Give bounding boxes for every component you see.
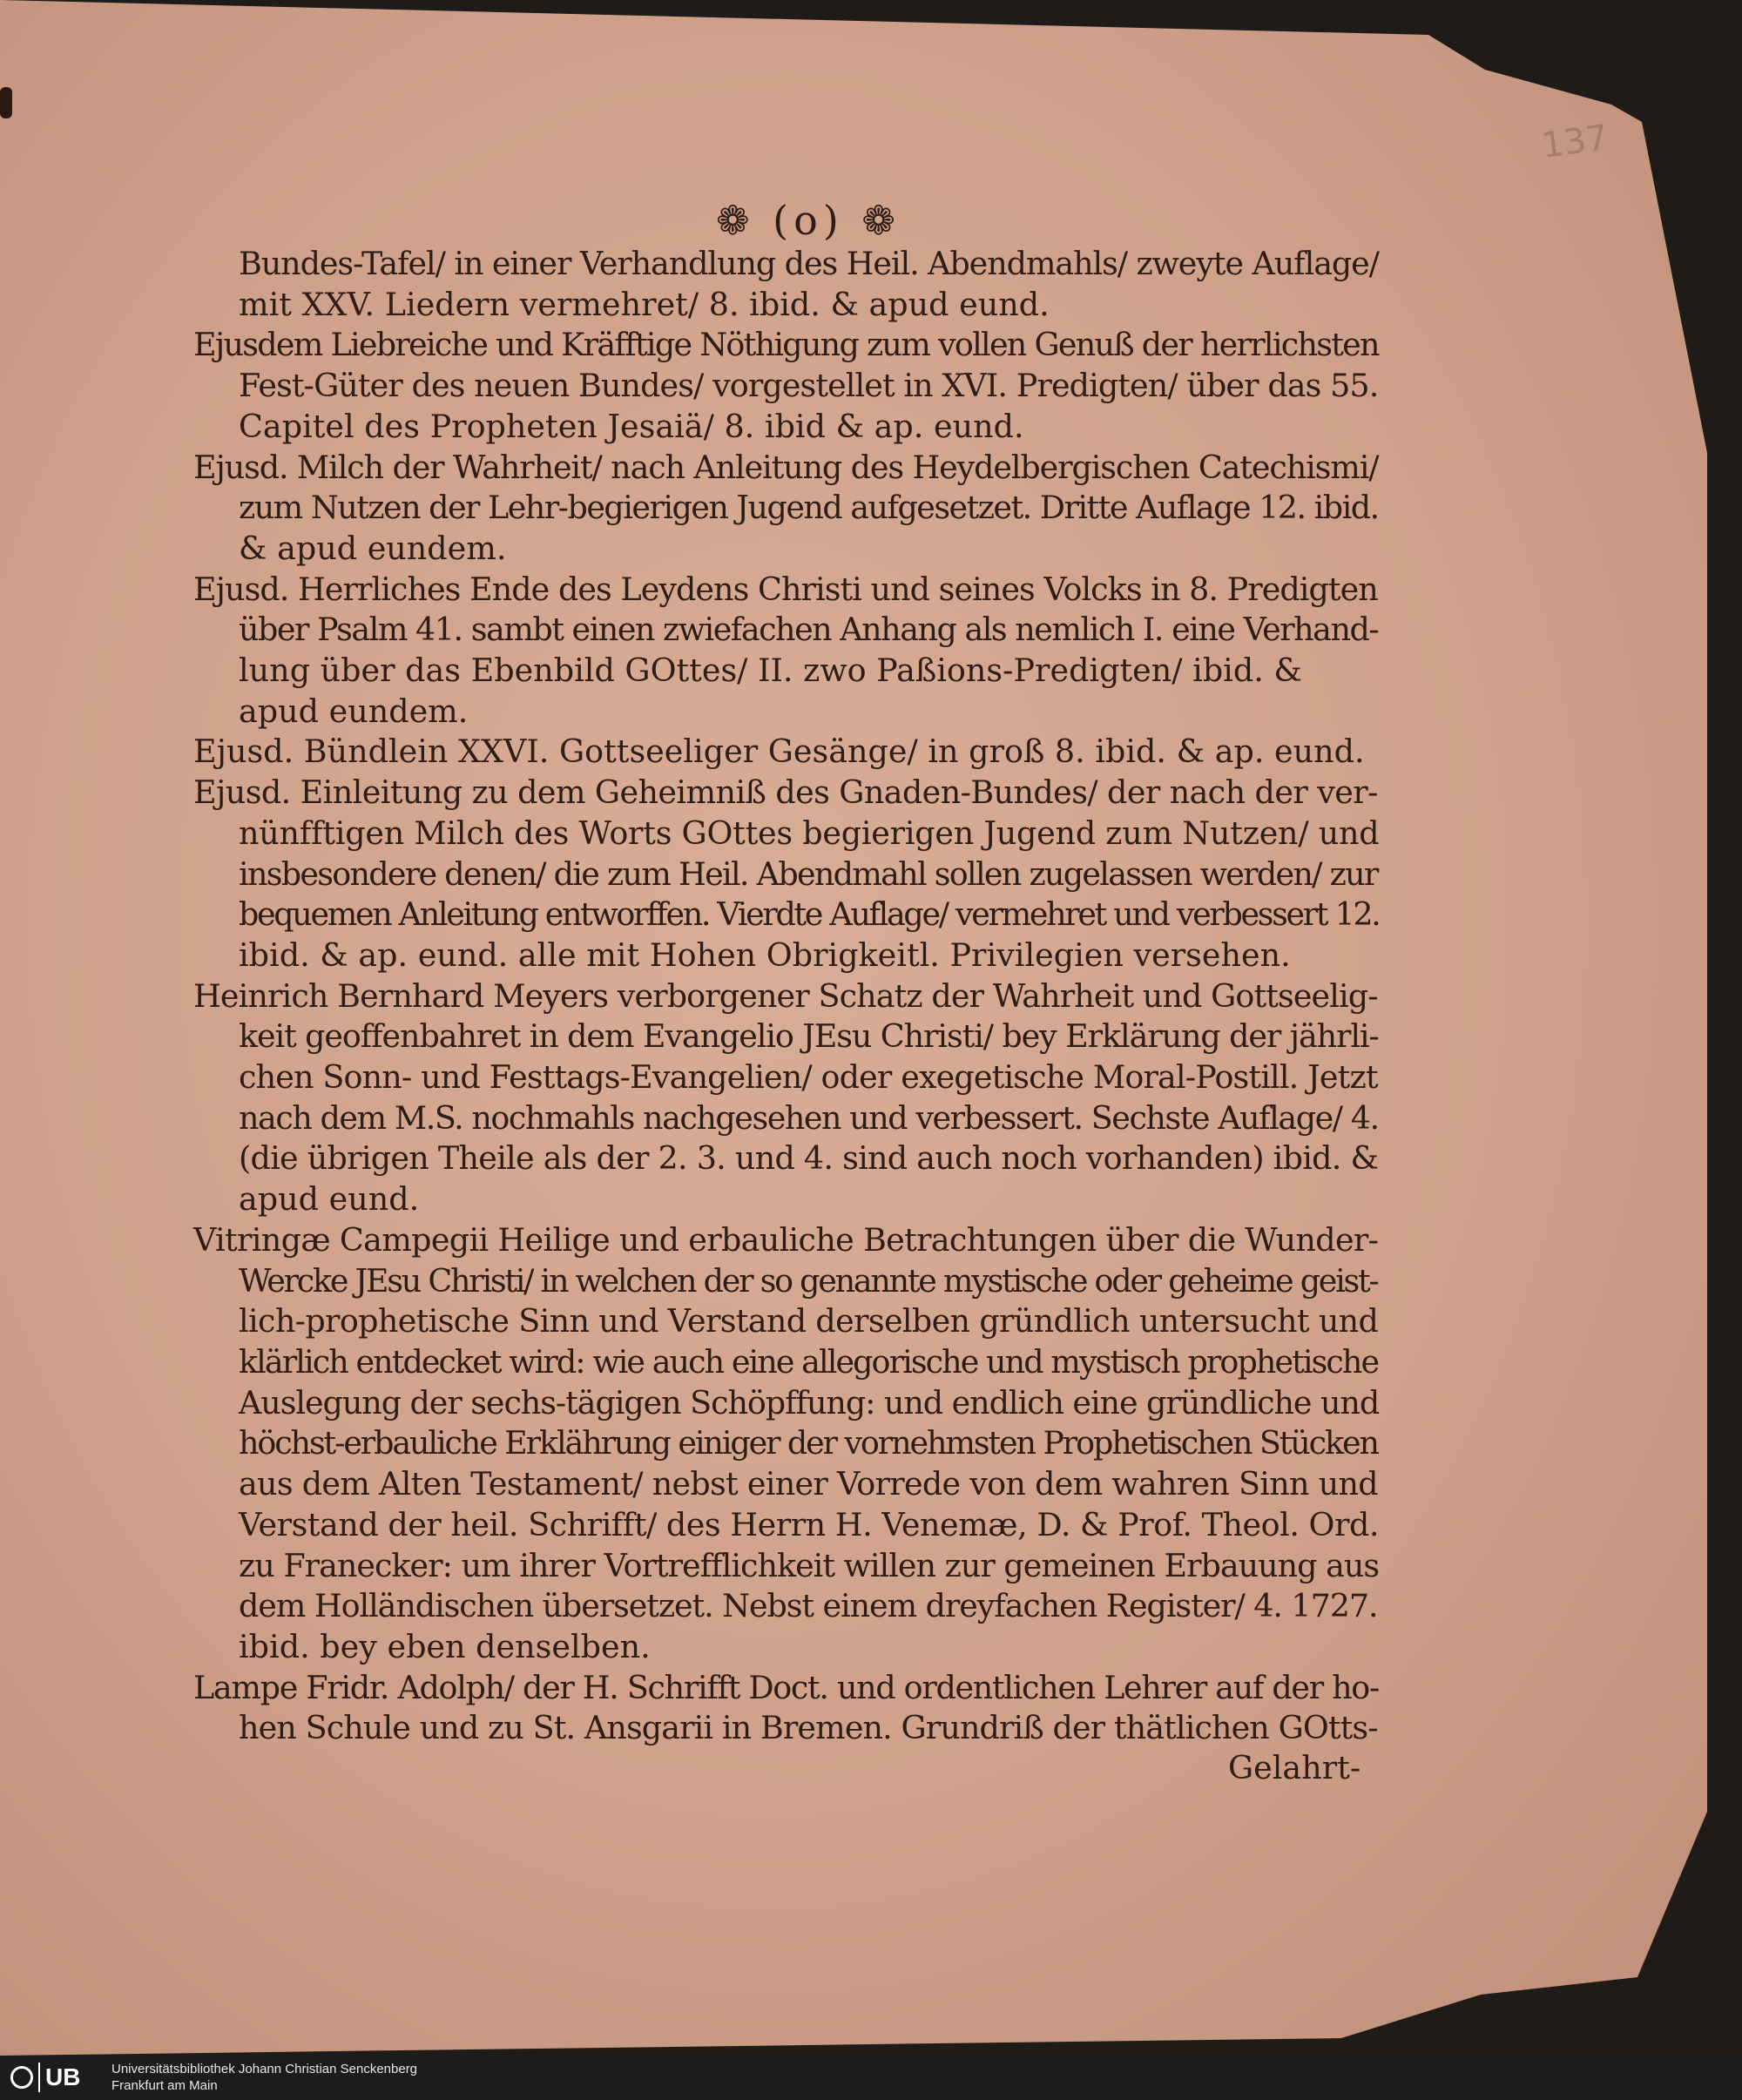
- entry-line: Ejusd. Milch der Wahrheit/ nach Anleitung des Heydelbergischen Catechismi/: [193, 448, 1379, 486]
- entry-line: über Psalm 41. sambt einen zwiefachen Anhang als nemlich I. eine Verhand-: [239, 611, 1379, 649]
- entry-line: klärlich entdecket wird: wie auch eine allegorische und mystisch prophetische: [239, 1342, 1379, 1381]
- book-entry: [193, 570, 1378, 733]
- entry-line: Capitel des Propheten Jesaiä/ 8. ibid & ap. eund.: [239, 407, 1024, 445]
- book-list: [193, 244, 1378, 1749]
- entry-line: apud eund.: [239, 1180, 420, 1219]
- library-city: Frankfurt am Main: [111, 2078, 218, 2093]
- entry-line: Ejusd. Herrliches Ende des Leydens Christi und seines Volcks in 8. Predigten: [193, 570, 1378, 608]
- entry-line: Ejusdem Liebreiche und Kräfftige Nöthigung zum vollen Genuß der herrlichsten: [193, 326, 1379, 364]
- entry-line: Bundes-Tafel/ in einer Verhandlung des Heil. Abendmahls/ zweyte Auflage/: [239, 245, 1379, 282]
- entry-line: zum Nutzen der Lehr-begierigen Jugend aufgesetzet. Dritte Auflage 12. ibid.: [239, 489, 1379, 527]
- entry-line: bequemen Anleitung entworffen. Vierdte Auflage/ vermehret und verbessert 12.: [239, 895, 1380, 934]
- rosette-left-icon: ❁: [716, 197, 755, 244]
- entry-line: Lampe Fridr. Adolph/ der H. Schrifft Doct. und ordentlichen Lehrer auf der ho-: [193, 1668, 1379, 1706]
- entry-line: Heinrich Bernhard Meyers verborgener Schatz der Wahrheit und Gottseelig-: [193, 976, 1378, 1015]
- entry-line: ibid. & ap. eund. alle mit Hohen Obrigkeitl. Privilegien versehen.: [239, 935, 1291, 974]
- entry-line: lung über das Ebenbild GOttes/ II. zwo Paßions-Predigten/ ibid. &: [239, 652, 1302, 690]
- entry-line: nach dem M.S. nochmahls nachgesehen und verbessert. Sechste Auflage/ 4.: [239, 1098, 1379, 1137]
- logo-divider: [38, 2063, 40, 2092]
- footer-bar: [0, 2056, 1742, 2100]
- entry-line: (die übrigen Theile als der 2. 3. und 4. sind auch noch vorhanden) ibid. &: [239, 1139, 1379, 1178]
- entry-line: höchst-erbauliche Erklährung einiger der vornehmsten Prophetischen Stücken: [239, 1424, 1378, 1462]
- entry-line: dem Holländischen übersetzet. Nebst einem dreyfachen Register/ 4. 1727.: [239, 1587, 1378, 1625]
- entry-line: apud eundem.: [239, 692, 469, 730]
- book-entry: [193, 325, 1378, 447]
- entry-line: Wercke JEsu Christi/ in welchen der so genannte mystische oder geheime geist-: [239, 1261, 1378, 1300]
- library-name: Universitätsbibliothek Johann Christian Senckenberg: [111, 2062, 418, 2076]
- entry-line: Vitringæ Campegii Heilige und erbauliche Betrachtungen über die Wunder-: [193, 1220, 1379, 1259]
- entry-line: zu Franecker: um ihrer Vortrefflichkeit willen zur gemeinen Erbauung aus: [239, 1546, 1380, 1584]
- book-entry: [193, 244, 1378, 325]
- entry-line: ibid. bey eben denselben.: [239, 1627, 651, 1665]
- entry-line: & apud eundem.: [239, 529, 507, 567]
- entry-line: aus dem Alten Testament/ nebst einer Vorrede von dem wahren Sinn und: [239, 1465, 1378, 1503]
- entry-line: Auslegung der sechs-tägigen Schöpffung: und endlich eine gründliche und: [239, 1383, 1380, 1421]
- logo-circle-icon: [10, 2066, 33, 2089]
- sheet-number: 137: [1539, 117, 1611, 167]
- entry-line: keit geoffenbahret in dem Evangelio JEsu Christi/ bey Erklärung der jährli-: [239, 1017, 1379, 1056]
- entry-line: mit XXV. Liedern vermehret/ 8. ibid. & apud eund.: [239, 285, 1050, 323]
- signature-mark: (o): [773, 197, 844, 244]
- entry-line: Verstand der heil. Schrifft/ des Herrn H. Venemæ, D. & Prof. Theol. Ord.: [239, 1505, 1379, 1543]
- entry-line: chen Sonn- und Festtags-Evangelien/ oder exegetische Moral-Postill. Jetzt: [239, 1058, 1378, 1097]
- logo-text: UB: [45, 2063, 81, 2090]
- entry-line: nünfftigen Milch des Worts GOttes begierigen Jugend zum Nutzen/ und: [239, 814, 1380, 852]
- book-entry: [193, 448, 1378, 570]
- ink-stain: [0, 87, 12, 118]
- entry-line: Fest-Güter des neuen Bundes/ vorgestellet in XVI. Predigten/ über das 55.: [239, 367, 1379, 405]
- entry-line: lich-prophetische Sinn und Verstand derselben gründlich untersucht und: [239, 1302, 1379, 1340]
- entry-line: hen Schule und zu St. Ansgarii in Bremen. Grundriß der thätlichen GOtts-: [239, 1709, 1378, 1747]
- catchword: Gelahrt-: [1228, 1749, 1361, 1786]
- library-credit: [111, 2061, 417, 2094]
- library-logo: [10, 2063, 80, 2092]
- book-entry: [193, 732, 1378, 773]
- entry-line: Ejusd. Einleitung zu dem Geheimniß des Gnaden-Bundes/ der nach der ver-: [193, 773, 1378, 812]
- book-entry: [193, 976, 1378, 1220]
- rosette-right-icon: ❁: [861, 197, 901, 244]
- book-entry: [193, 1220, 1378, 1668]
- entry-line: Ejusd. Bündlein XXVI. Gottseeliger Gesänge/ in groß 8. ibid. & ap. eund.: [193, 733, 1365, 771]
- book-entry: [193, 1668, 1378, 1749]
- page-header: [716, 197, 901, 244]
- book-entry: [193, 773, 1378, 976]
- entry-line: insbesondere denen/ die zum Heil. Abendmahl sollen zugelassen werden/ zur: [239, 854, 1378, 893]
